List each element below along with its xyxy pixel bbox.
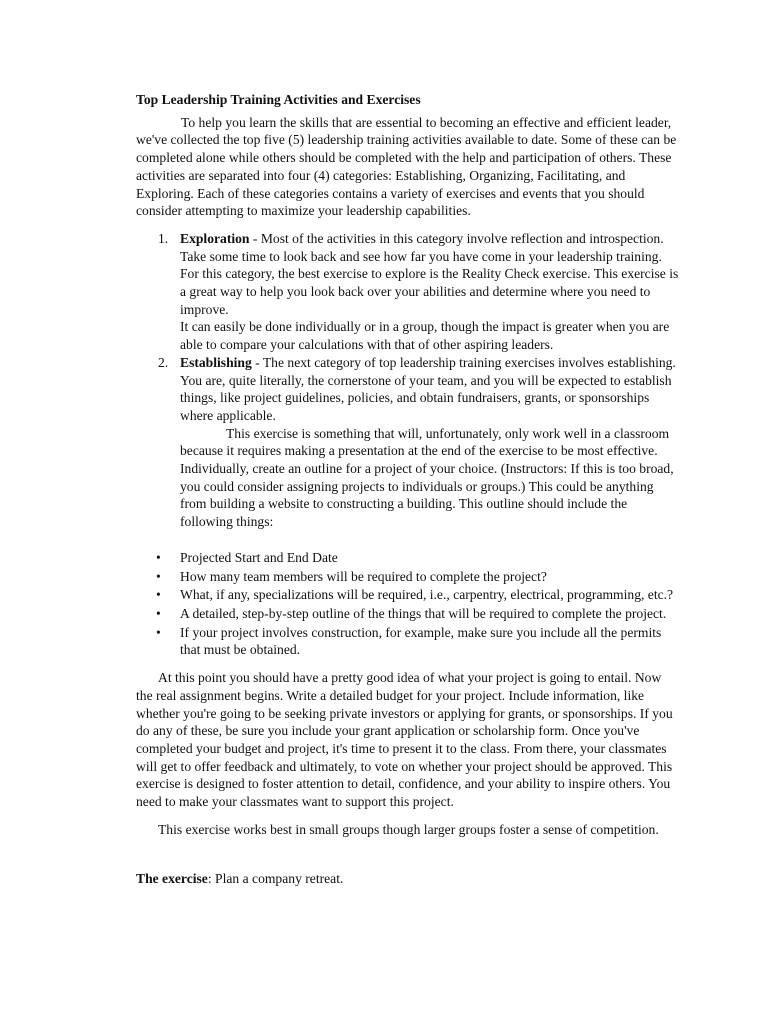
list-item: [136, 568, 681, 586]
list-item-text: A detailed, step-by-step outline of the things that will be required to complete the project.: [180, 605, 667, 621]
bullet-icon: •: [156, 587, 161, 603]
list-item: [136, 605, 681, 623]
list-number: 2.: [158, 354, 169, 370]
document-page: [136, 91, 681, 888]
assignment-paragraph: At this point you should have a pretty good idea of what your project is going to entail. Now the real assignment begins. Write a detailed budget for your project. Include information, like whether you're going to be seeking private investors or applying for grants, or sponsorships. If you do any of these, be sure you include your grant application or scholarship form. Once you've completed your budget and project, it's time to present it to the class. From there, your classmates will get to offer feedback and ultimately, to vote on whether your project should be approved. This exercise is designed to foster attention to detail, confidence, and your ability to inspire others. You need to make your classmates want to support this project.: [136, 670, 673, 810]
exercise-text: : Plan a company retreat.: [207, 871, 344, 887]
category-description: [180, 230, 681, 319]
bullet-icon: •: [156, 568, 161, 584]
bullet-icon: •: [156, 624, 161, 640]
category-term: Establishing: [180, 354, 252, 370]
exercise-label: The exercise: [136, 871, 208, 887]
list-item-text: What, if any, specializations will be required, i.e., carpentry, electrical, programming, etc.?: [180, 587, 674, 603]
list-item: [136, 586, 681, 604]
category-extra: It can easily be done individually or in a group, though the impact is greater when you are able to compare your calculations with that of other aspiring leaders.: [180, 319, 670, 353]
intro-paragraph: To help you learn the skills that are essential to becoming an effective and efficient leader, we've collected the top five (5) leadership training activities available to date. Some of these can be completed alone while others should be completed with the help and participation of others. These activities are separated into four (4) categories: Establishing, Organizing, Facilitating, and Exploring. Each of these categories contains a variety of exercises and events that you should consider attempting to maximize your leadership capabilities.: [136, 114, 677, 219]
category-item-exploration: [136, 230, 681, 354]
list-item: [136, 549, 681, 567]
list-item-text: If your project involves construction, for example, make sure you include all the permits that must be obtained.: [180, 624, 662, 658]
exercise-line: [136, 870, 681, 888]
bullet-icon: •: [156, 605, 161, 621]
groups-note-paragraph: This exercise works best in small groups though larger groups foster a sense of competition.: [158, 821, 659, 837]
category-term: Exploration: [180, 230, 250, 246]
category-item-establishing: [136, 354, 681, 531]
list-item: [136, 624, 681, 659]
document-title: Top Leadership Training Activities and Exercises: [136, 92, 421, 107]
category-extra: This exercise is something that will, unfortunately, only work well in a classroom because it requires making a presentation at the end of the exercise to be most effective. Individually, create an outline for a project of your choice. (Instructors: If this is too broad, you could consider assigning projects to individuals or groups.) This could be anything from building a website to constructing a building. This outline should include the following things:: [180, 425, 674, 530]
list-number: 1.: [158, 230, 169, 246]
category-list: [136, 230, 681, 531]
category-description: [180, 354, 681, 425]
bullet-icon: •: [156, 549, 161, 565]
category-text: - The next category of top leadership training exercises involves establishing. You are, quite literally, the cornerstone of your team, and you will be expected to establish things, like project guidelines, policies, and obtain fundraisers, grants, or sponsorships where applicable.: [180, 354, 676, 423]
list-item-text: Projected Start and End Date: [180, 549, 338, 565]
outline-bullet-list: [136, 549, 681, 659]
list-item-text: How many team members will be required to complete the project?: [180, 568, 547, 584]
category-text: - Most of the activities in this category involve reflection and introspection. Take some time to look back and see how far you have come in your leadership training. For this category, the best exercise to explore is the Reality Check exercise. This exercise is a great way to help you look back over your abilities and determine where you need to improve.: [180, 230, 679, 317]
